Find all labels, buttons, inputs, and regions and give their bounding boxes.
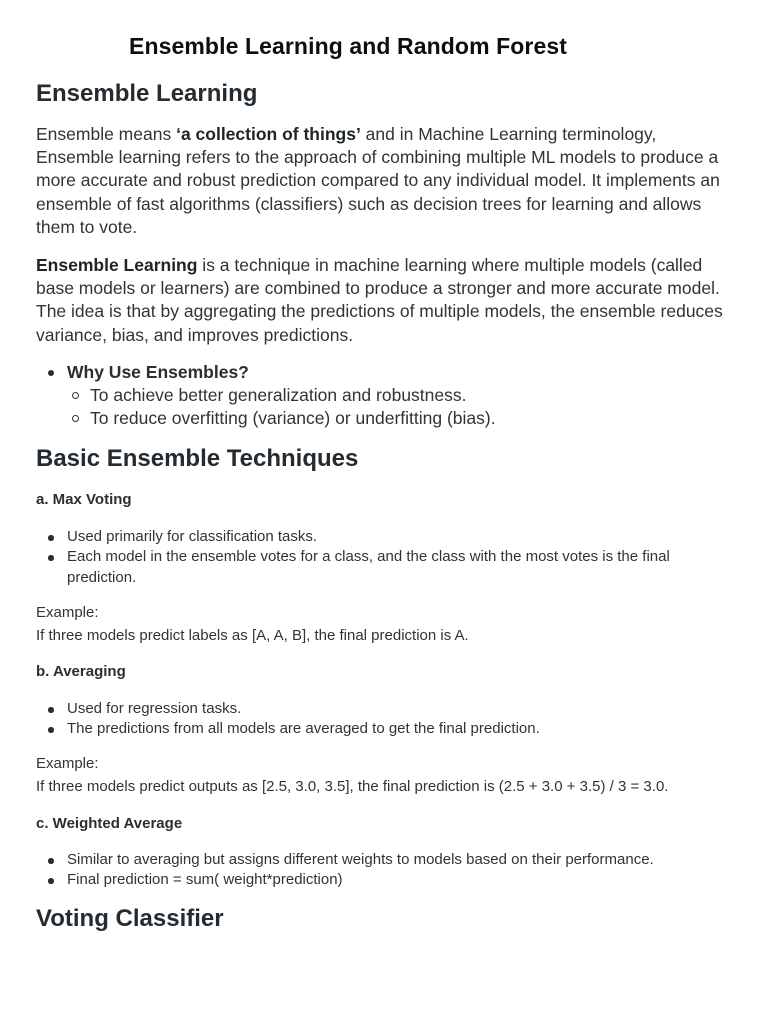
example-text: If three models predict outputs as [2.5, 3.0, 3.5], the final prediction is (2.5 + 3.0 + 3.5) / 3 = 3.0. <box>36 778 669 795</box>
list-item-text: Used for regression tasks. <box>67 700 242 717</box>
list-item-text: Each model in the ensemble votes for a class, and the class with the most votes is the final prediction. <box>67 548 670 586</box>
example-text: If three models predict labels as [A, A, B], the final prediction is A. <box>36 627 469 644</box>
weighted-average-list <box>36 850 736 891</box>
why-ensembles-list <box>36 361 736 430</box>
bullet-icon <box>48 555 54 561</box>
list-item <box>36 699 736 719</box>
paragraph-ensemble-technique <box>36 254 736 347</box>
heading-voting-classifier: Voting Classifier <box>36 905 224 932</box>
list-item-text: The predictions from all models are averaged to get the final prediction. <box>67 720 540 738</box>
list-item <box>36 361 736 430</box>
list-item <box>67 407 736 430</box>
paragraph-text: is a technique in machine learning where multiple models (called base models or learners) are combined to produce a stronger and more accurate model. The idea is that by aggregating the predictions of multiple models, the ensemble reduces variance, bias, and improves predictions. <box>36 255 723 345</box>
bold-term: Ensemble Learning <box>36 255 198 275</box>
example-label: Example: <box>36 604 99 621</box>
list-item-text: To reduce overfitting (variance) or underfitting (bias). <box>90 408 496 428</box>
bullet-icon <box>48 858 54 864</box>
bold-phrase: ‘a collection of things’ <box>176 124 361 144</box>
list-item-text: Used primarily for classification tasks. <box>67 528 318 545</box>
bullet-icon <box>48 878 54 884</box>
paragraph-text: Ensemble means <box>36 124 177 144</box>
list-item <box>36 870 736 890</box>
subheading-weighted-average: c. Weighted Average <box>36 815 183 832</box>
heading-basic-ensemble-techniques: Basic Ensemble Techniques <box>36 445 359 472</box>
list-item-text: To achieve better generalization and robustness. <box>90 385 467 405</box>
document-title: Ensemble Learning and Random Forest <box>129 33 568 59</box>
why-ensembles-label: Why Use Ensembles? <box>67 362 249 382</box>
paragraph-text: and in Machine Learning terminology, Ensemble learning refers to the approach of combining multiple ML models to produce a more accurate and robust prediction compared to any individual model. It implements an ensemble of fast algorithms (classifiers) such as decision trees for learning and allows them to vote. <box>36 124 720 237</box>
example-label: Example: <box>36 755 99 772</box>
circle-bullet-icon <box>72 392 79 399</box>
averaging-list <box>36 699 736 740</box>
bullet-icon <box>48 370 54 376</box>
list-item <box>36 719 736 739</box>
why-ensembles-sublist <box>67 384 736 430</box>
max-voting-list <box>36 527 736 588</box>
list-item-text: Similar to averaging but assigns different weights to models based on their performance. <box>67 851 654 868</box>
bullet-icon <box>48 707 54 713</box>
list-item <box>67 384 736 407</box>
heading-ensemble-learning: Ensemble Learning <box>36 80 258 107</box>
paragraph-ensemble-definition <box>36 123 736 239</box>
subheading-averaging: b. Averaging <box>36 663 126 680</box>
list-item <box>36 547 736 588</box>
subheading-max-voting: a. Max Voting <box>36 491 132 508</box>
bullet-icon <box>48 727 54 733</box>
circle-bullet-icon <box>72 415 79 422</box>
list-item <box>36 850 736 870</box>
bullet-icon <box>48 535 54 541</box>
list-item <box>36 527 736 547</box>
list-item-text: Final prediction = sum( weight*prediction) <box>67 871 343 889</box>
